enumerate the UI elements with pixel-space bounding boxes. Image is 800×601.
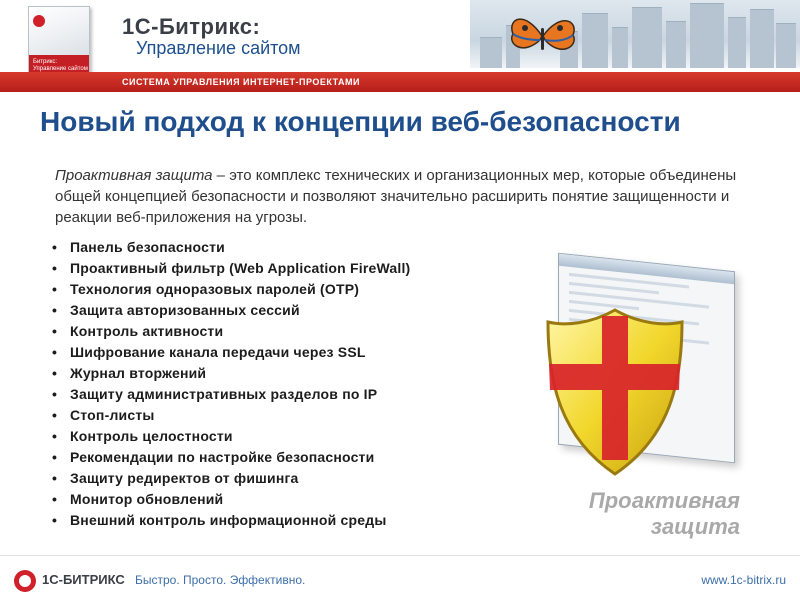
footer-brand: 1С-БИТРИКС: [42, 572, 125, 587]
logo-title: 1С-Битрикс:: [122, 14, 261, 39]
butterfly-icon: [505, 10, 580, 62]
caption-line-2: защита: [650, 514, 740, 539]
list-item: • Монитор обновлений: [48, 491, 478, 508]
footer-url[interactable]: www.1c-bitrix.ru: [701, 573, 786, 587]
list-item: • Защиту редиректов от фишинга: [48, 470, 478, 487]
slide-title: Новый подход к концепции веб-безопасности: [40, 106, 681, 137]
list-item: • Журнал вторжений: [48, 365, 478, 382]
security-illustration: [540, 262, 785, 487]
intro-paragraph: [55, 165, 745, 228]
tagline: СИСТЕМА УПРАВЛЕНИЯ ИНТЕРНЕТ-ПРОЕКТАМИ: [122, 77, 360, 87]
header: [0, 0, 800, 95]
list-item: • Технология одноразовых паролей (OTP): [48, 281, 478, 298]
list-item: • Шифрование канала передачи через SSL: [48, 344, 478, 361]
feature-list: [48, 239, 478, 533]
list-item: • Защиту административных разделов по IP: [48, 386, 478, 403]
list-item: • Контроль активности: [48, 323, 478, 340]
product-box-label: Битрикс: Управление сайтом: [33, 59, 88, 72]
product-box-image: [28, 6, 90, 78]
tagline-bar: [0, 72, 800, 92]
list-item: • Защита авторизованных сессий: [48, 302, 478, 319]
list-item: • Панель безопасности: [48, 239, 478, 256]
shield-icon: [540, 302, 690, 482]
footer-slogan: Быстро. Просто. Эффективно.: [135, 573, 306, 587]
intro-text: – это комплекс технических и организационных мер, которые объединены общей концепцией безопасности и позволяют значительно расширить понятие защищенности и реакции веб-приложения на угрозы.: [55, 167, 737, 226]
caption-line-1: Проактивная: [588, 488, 740, 513]
list-item: • Контроль целостности: [48, 428, 478, 445]
list-item: • Внешний контроль информационной среды: [48, 512, 478, 529]
intro-lead: Проактивная защита: [55, 167, 213, 184]
logo-subtitle: Управление сайтом: [136, 38, 301, 58]
bitrix-logo-icon: [14, 570, 36, 592]
illustration-caption: [520, 488, 740, 540]
footer: [0, 555, 800, 601]
list-item: • Проактивный фильтр (Web Application FireWall): [48, 260, 478, 277]
list-item: • Рекомендации по настройке безопасности: [48, 449, 478, 466]
list-item: • Стоп-листы: [48, 407, 478, 424]
